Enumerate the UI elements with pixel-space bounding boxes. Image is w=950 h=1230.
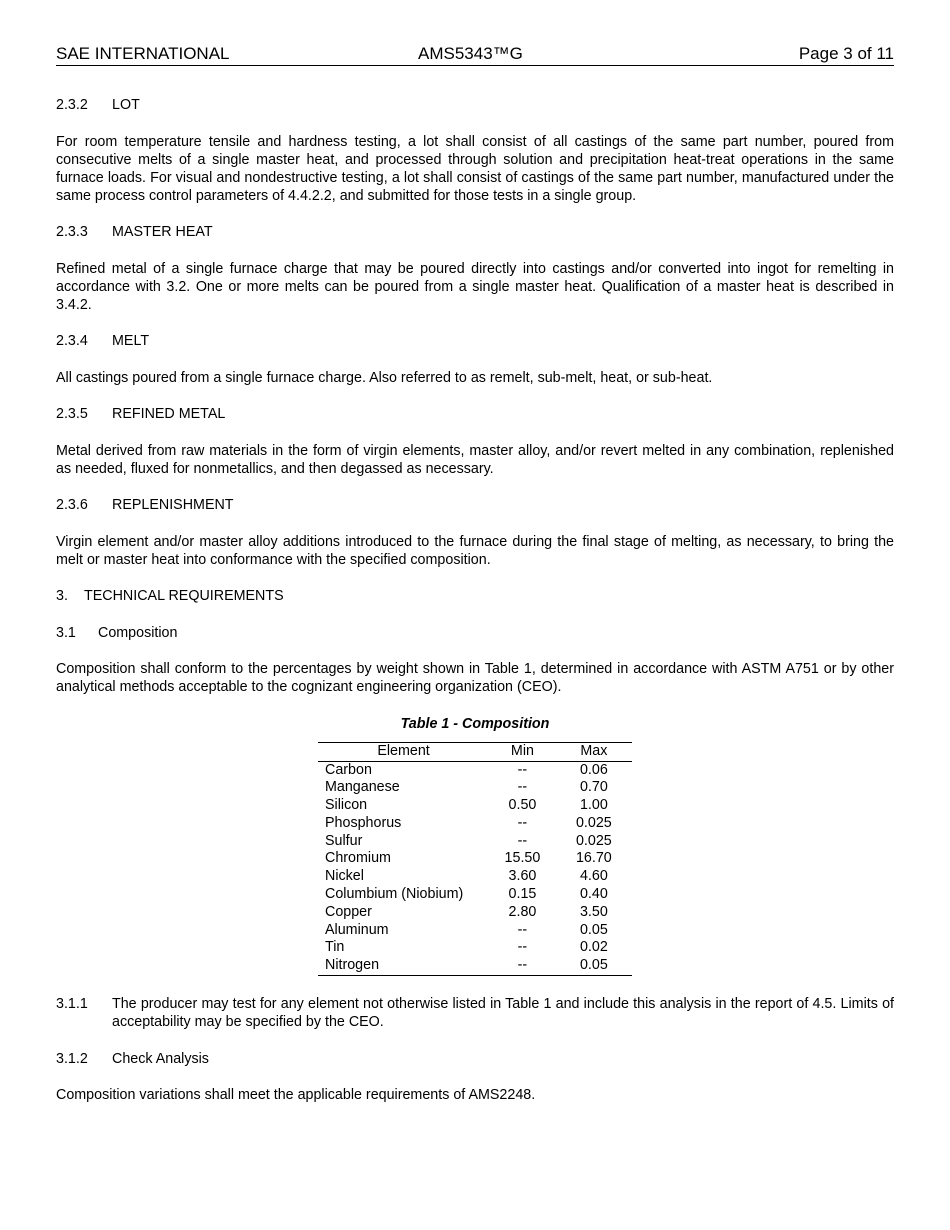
column-header-min: Min [489,742,556,761]
max-cell: 3.50 [579,903,608,920]
composition-table [318,742,632,977]
section-title: LOT [112,97,140,113]
max-cell: 0.70 [579,779,608,796]
section-heading-3 [56,587,894,605]
section-title: MELT [112,333,150,349]
element-cell: Nitrogen [325,957,380,974]
min-cell: -- [517,832,528,849]
section-title: REPLENISHMENT [112,497,234,513]
max-cell: 0.05 [579,957,608,974]
section-heading-3-1-2 [56,1050,894,1068]
min-cell: 3.60 [508,868,537,885]
section-number: 3. [56,588,68,604]
section-number: 2.3.6 [56,497,88,513]
section-paragraph-2-3-5: Metal derived from raw materials in the form of virgin elements, master alloy, and/or revert melted in any combination, replenished as needed, fluxed for nonmetallics, and then degassed as necessary. [56,442,894,477]
section-number: 2.3.4 [56,333,88,349]
table-row [318,904,632,922]
element-cell: Copper [325,903,372,920]
table-row [318,797,632,815]
min-cell: -- [517,939,528,956]
element-cell: Aluminum [325,921,389,938]
max-cell: 0.025 [575,832,612,849]
section-number: 2.3.3 [56,224,88,240]
section-paragraph-2-3-3: Refined metal of a single furnace charge that may be poured directly into castings and/or converted into ingot for remelting in accordance with 3.2. One or more melts can be poured from a single master heat. Qualification of a master heat is described in 3.4.2. [56,260,894,313]
section-title: Check Analysis [112,1050,209,1067]
section-paragraph-3-1-1: The producer may test for any element not otherwise listed in Table 1 and include this analysis in the report of 4.5. Limits of acceptability may be specified by the CEO. [112,996,894,1031]
element-cell: Chromium [325,850,391,867]
table-title: Table 1 - Composition [400,715,550,732]
element-cell: Tin [325,939,345,956]
section-paragraph-2-3-4: All castings poured from a single furnace charge. Also referred to as remelt, sub-melt, heat, or sub-heat. [56,369,713,386]
element-cell: Silicon [325,797,368,814]
section-title: REFINED METAL [112,406,226,422]
element-cell: Columbium (Niobium) [325,886,464,903]
section-heading-2-3-3 [56,223,894,241]
section-heading-2-3-5 [56,405,894,423]
table-row [318,939,632,957]
section-number: 2.3.2 [56,97,88,113]
max-cell: 1.00 [579,797,608,814]
min-cell: -- [517,779,528,796]
header-doc-id: AMS5343™G [418,44,523,63]
min-cell: -- [517,921,528,938]
document-body [56,96,894,1104]
header-org: SAE INTERNATIONAL [56,44,230,63]
table-row [318,850,632,868]
composition-table-wrapper [56,742,894,977]
section-heading-2-3-6 [56,496,894,514]
section-number: 3.1.1 [56,996,88,1013]
element-cell: Sulfur [325,832,363,849]
table-row [318,922,632,940]
column-header-element: Element [318,742,489,761]
max-cell: 0.40 [579,886,608,903]
section-paragraph-2-3-2: For room temperature tensile and hardness testing, a lot shall consist of all castings of the same part number, poured from consecutive melts of a single master heat, and processed through solution and precipitation heat-treat operations in the same furnace loads. For visual and nondestructive testing, a lot shall consist of castings of the same part number, manufactured under the same process control parameters of 4.4.2.2, and submitted for those tests in a single group. [56,133,894,204]
min-cell: 0.15 [508,886,537,903]
max-cell: 0.05 [579,921,608,938]
section-heading-2-3-2 [56,96,894,114]
max-cell: 0.06 [579,761,608,778]
section-number: 3.1 [56,624,76,641]
section-item-3-1-1 [56,995,894,1031]
element-cell: Carbon [325,761,372,778]
section-paragraph-3-1: Composition shall conform to the percentages by weight shown in Table 1, determined in accordance with ASTM A751 or by other analytical methods acceptable to the cognizant engineering organization (CEO). [56,661,894,695]
element-cell: Manganese [325,779,400,796]
table-row [318,957,632,975]
max-cell: 0.02 [579,939,608,956]
section-paragraph-3-1-2: Composition variations shall meet the applicable requirements of AMS2248. [56,1087,536,1104]
column-header-max: Max [556,742,632,761]
table-row [318,833,632,851]
section-number: 2.3.5 [56,406,88,422]
table-row [318,868,632,886]
section-paragraph-2-3-6: Virgin element and/or master alloy additions introduced to the furnace during the final stage of melting, as necessary, to bring the melt or master heat into conformance with the specified composition. [56,533,894,568]
max-cell: 16.70 [575,850,612,867]
table-row [318,779,632,797]
max-cell: 0.025 [575,814,612,831]
section-title: Composition [98,624,178,641]
table-row [318,815,632,833]
section-number: 3.1.2 [56,1050,88,1067]
table-row [318,886,632,904]
element-cell: Phosphorus [325,814,402,831]
element-cell: Nickel [325,868,364,885]
section-title: MASTER HEAT [112,224,213,240]
min-cell: 15.50 [504,850,541,867]
max-cell: 4.60 [579,868,608,885]
min-cell: -- [517,814,528,831]
header-page-number: Page 3 of 11 [798,44,894,63]
section-title: TECHNICAL REQUIREMENTS [84,588,284,604]
min-cell: 0.50 [508,797,537,814]
page-header [56,43,894,66]
section-heading-2-3-4 [56,332,894,350]
section-heading-3-1 [56,624,894,642]
min-cell: -- [517,761,528,778]
table-row [318,761,632,779]
table-header-row [318,742,632,761]
min-cell: -- [517,957,528,974]
min-cell: 2.80 [508,903,537,920]
